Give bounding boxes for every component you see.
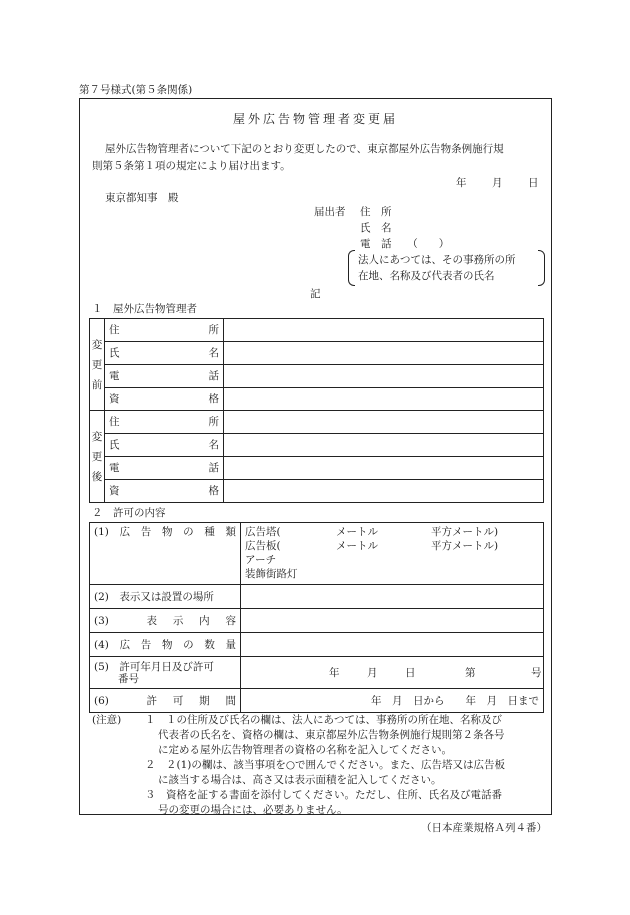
form-number: 第７号様式(第５条関係) (79, 84, 193, 96)
section2-heading: ２ 許可の内容 (92, 507, 166, 519)
manager-table: 変 更 前 住 所 氏 名 電 話 資 格 変 更 後 住 所 氏 名 電 話 資 格 (89, 318, 544, 503)
location-field[interactable] (241, 585, 544, 609)
date-year: 年 (456, 177, 467, 189)
permit-date-number-field[interactable]: 年 月 日 第 号 (241, 657, 544, 689)
notifier-label: 届出者 (314, 206, 346, 218)
note-2: ２ ２(1)の欄は、該当事項を○で囲んでください。また、広告塔又は広告板 (145, 759, 506, 771)
date-day: 日 (528, 177, 539, 189)
note-1: １ １の住所及び氏名の欄は、法人にあつては、事務所の所在地、名称及び (145, 714, 502, 726)
arch-option[interactable]: アーチ (245, 554, 277, 566)
notifier-address: 住 所 (360, 206, 392, 218)
addressee: 東京都知事 殿 (105, 192, 179, 204)
ad-board-option[interactable]: 広告板( (245, 540, 281, 552)
ki-mark: 記 (310, 288, 321, 300)
label-char: 住 (109, 324, 120, 336)
note-3: ３ 資格を証する書面を添付してください。ただし、住所、氏名及び電話番 (145, 789, 502, 801)
paper-size-footer: （日本産業規格Ａ列４番） (421, 822, 547, 834)
display-content-field[interactable] (241, 609, 544, 633)
ad-tower-option[interactable]: 広告塔( (245, 526, 281, 538)
street-light-option[interactable]: 装飾街路灯 (245, 568, 298, 580)
notifier-phone: 電 話 （ ） (360, 238, 450, 250)
before-label: 変 更 前 (90, 319, 105, 411)
after-label: 変 更 後 (90, 411, 105, 503)
note-2-line2: に該当する場合は、高さ又は表示面積を記入してください。 (158, 774, 442, 786)
before-name-field[interactable] (224, 342, 544, 365)
notes-label: (注意) (92, 714, 122, 726)
row-number: (1) (94, 526, 109, 538)
note-1-line2: 代表者の氏名を、資格の欄は、東京都屋外広告物条例施行規則第２条各号 (158, 729, 505, 741)
before-address-field[interactable] (224, 319, 544, 342)
corp-note-line2: 在地、名称及び代表者の氏名 (358, 270, 495, 282)
corp-note-line1: 法人にあつては、その事務所の所 (358, 254, 516, 266)
bracket-right (538, 250, 545, 286)
date-month: 月 (492, 177, 503, 189)
before-qualification-field[interactable] (224, 388, 544, 411)
note-3-line2: 号の変更の場合には、必要ありません。 (158, 804, 348, 816)
ad-count-field[interactable] (241, 633, 544, 657)
intro-text-line1: 屋外広告物管理者について下記のとおり変更したので、東京都屋外広告物条例施行規 (105, 143, 504, 155)
bracket-left (348, 250, 355, 286)
before-phone-field[interactable] (224, 365, 544, 388)
form-title: 屋外広告物管理者変更届 (232, 112, 398, 126)
permit-table: (1) 広 告 物 の 種 類 広告塔( メートル 平方メートル) 広告板( メートル 平方メートル) アーチ 装飾街路灯 (2) 表示又は設置の場所 (3) 表 示 内 容 (4) 広 告 物 の 数 量 (5) 許可年月日及び許可 番号 年 月 日 第 号 (6) 許 可 期 間 年 月 日から 年 月 日まで (89, 522, 544, 713)
after-name-field[interactable] (224, 434, 544, 457)
after-phone-field[interactable] (224, 457, 544, 480)
note-1-line3: に定める屋外広告物管理者の資格の名称を記入してください。 (158, 744, 452, 756)
ad-type-cell[interactable]: 広告塔( メートル 平方メートル) 広告板( メートル 平方メートル) アーチ 装飾街路灯 (241, 523, 544, 585)
intro-text-line2: 則第５条第１項の規定により届け出ます。 (92, 160, 291, 172)
after-address-field[interactable] (224, 411, 544, 434)
label-char: 所 (208, 324, 219, 336)
section1-heading: １ 屋外広告物管理者 (92, 303, 197, 315)
notifier-name: 氏 名 (360, 222, 392, 234)
permit-period-field[interactable]: 年 月 日から 年 月 日まで (241, 689, 544, 713)
after-qualification-field[interactable] (224, 480, 544, 503)
